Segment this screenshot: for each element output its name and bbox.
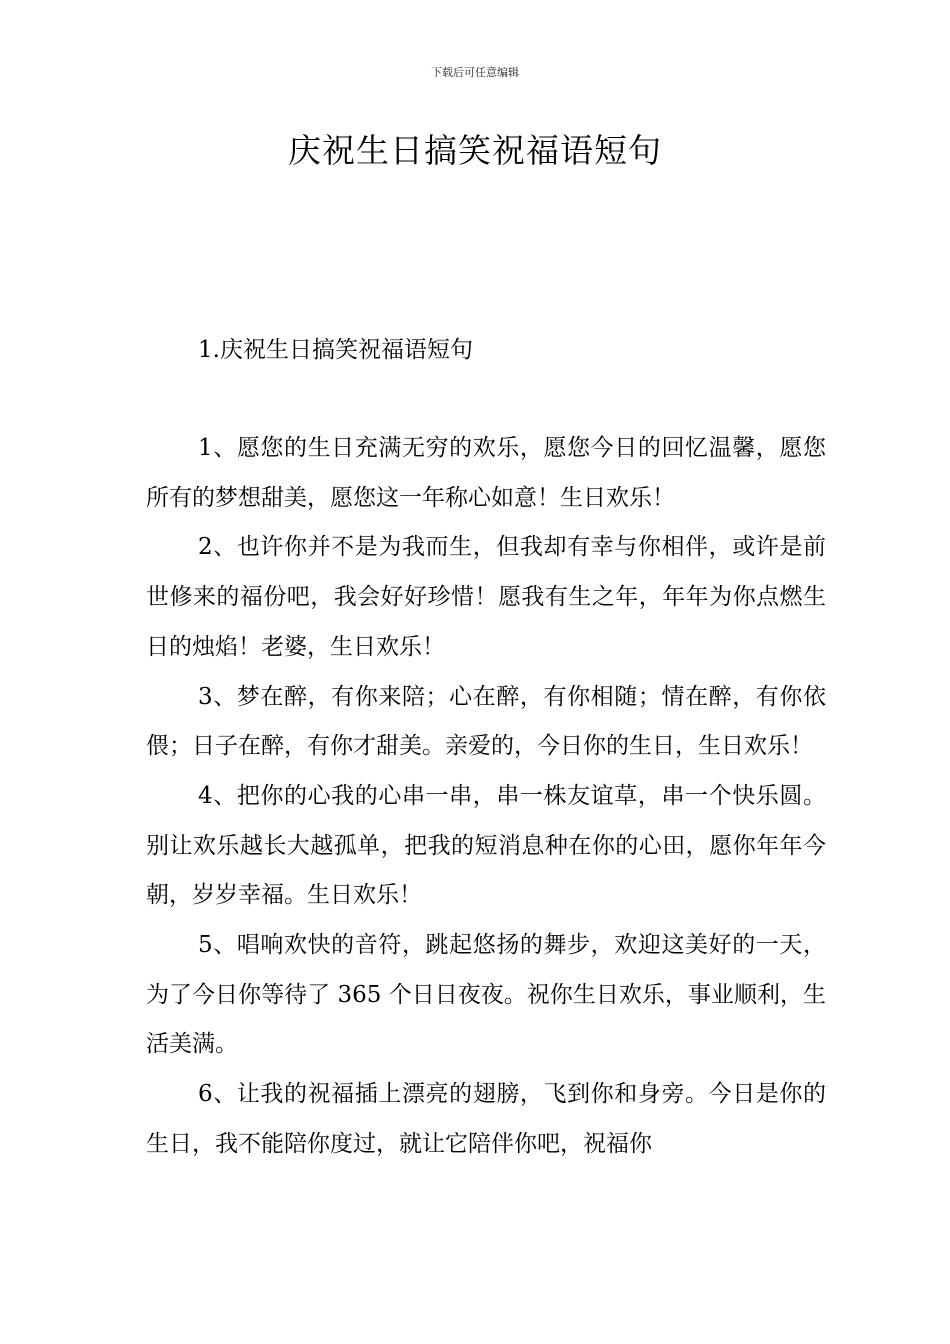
- paragraph-6: 6、让我的祝福插上漂亮的翅膀，飞到你和身旁。今日是你的生日，我不能陪你度过，就让它陪伴你吧，祝福你: [146, 1081, 826, 1157]
- document-title: 庆祝生日搞笑祝福语短句: [288, 131, 662, 170]
- paragraph-2: 2、也许你并不是为我而生，但我却有幸与你相伴，或许是前世修来的福份吧，我会好好珍惜！愿我有生之年，年年为你点燃生日的烛焰！老婆，生日欢乐！: [146, 534, 826, 660]
- paragraph-1: 1、愿您的生日充满无穷的欢乐，愿您今日的回忆温馨，愿您所有的梦想甜美，愿您这一年称心如意！生日欢乐！: [146, 435, 826, 511]
- paragraph-3: 3、梦在醉，有你来陪；心在醉，有你相随；情在醉，有你依偎；日子在醉，有你才甜美。亲爱的，今日你的生日，生日欢乐！: [146, 683, 826, 760]
- paragraph-5: 5、唱响欢快的音符，跳起悠扬的舞步，欢迎这美好的一天，为了今日你等待了 365 个日日夜夜。祝你生日欢乐，事业顺利，生活美满。: [146, 932, 826, 1058]
- paragraph-4: 4、把你的心我的心串一串，串一株友谊草，串一个快乐圆。别让欢乐越长大越孤单，把我的短消息种在你的心田，愿你年年今朝，岁岁幸福。生日欢乐！: [146, 782, 826, 909]
- page-header-note: 下载后可任意编辑: [431, 66, 519, 79]
- section-heading: 1.庆祝生日搞笑祝福语短句: [198, 337, 473, 363]
- body-text: [146, 424, 826, 1170]
